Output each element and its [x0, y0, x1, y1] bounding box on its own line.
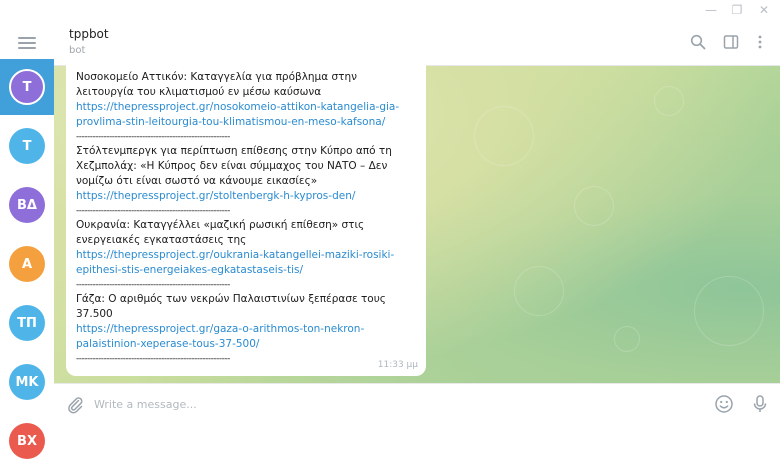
chat-list-item[interactable]	[0, 354, 54, 410]
message-text: Στόλτενμπεργκ για περίπτωση επίθεσης στην Κύπρο από τη	[76, 145, 392, 157]
chat-list-sidebar	[0, 20, 54, 449]
message-text: 37.500	[76, 308, 113, 320]
avatar: T	[9, 128, 45, 164]
close-icon[interactable]: ✕	[758, 3, 770, 17]
sidebar-toggle-icon[interactable]	[723, 34, 739, 50]
message-link[interactable]: provlima-stin-leitourgia-tou-klimatismou-en-meso-kafsona/	[76, 116, 386, 128]
message-link[interactable]: https://thepressproject.gr/oukrania-katangellei-maziki-rosiki-	[76, 249, 395, 261]
message-separator: --------------------------------------------------------	[76, 132, 230, 142]
message-link[interactable]: epithesi-stis-energeiakes-egkatastaseis-tis/	[76, 264, 304, 276]
message-input[interactable]	[94, 393, 674, 415]
chat-background	[54, 66, 780, 383]
maximize-icon[interactable]: ❐	[731, 3, 743, 17]
message-text: Γάζα: Ο αριθμός των νεκρών Παλαιστινίων ξεπέρασε τους	[76, 293, 386, 305]
chat-list-item[interactable]	[0, 295, 54, 351]
hamburger-menu-icon[interactable]	[18, 37, 36, 49]
message-bubble[interactable]	[66, 58, 426, 376]
message-text: Νοσοκομείο Αττικόν: Καταγγελία για πρόβλημα στην	[76, 71, 357, 83]
message-text: νομίζω ότι είναι σωστό να κάνουμε εικασίες»	[76, 175, 318, 187]
message-link[interactable]: https://thepressproject.gr/stoltenbergk-h-kypros-den/	[76, 190, 356, 202]
avatar: ΤΠ	[9, 305, 45, 341]
chat-list-item[interactable]	[0, 413, 54, 469]
avatar: ΒΔ	[9, 187, 45, 223]
search-icon[interactable]	[690, 34, 706, 50]
message-link[interactable]: https://thepressproject.gr/gaza-o-arithmos-ton-nekron-	[76, 323, 365, 335]
emoji-icon[interactable]	[714, 394, 734, 414]
avatar: BX	[9, 423, 45, 459]
chat-subtitle: bot	[69, 45, 86, 56]
chat-list-item[interactable]	[0, 118, 54, 174]
message-link[interactable]: https://thepressproject.gr/nosokomeio-attikon-katangelia-gia-	[76, 101, 400, 113]
window-titlebar	[0, 0, 780, 20]
chat-list-item[interactable]	[0, 236, 54, 292]
message-text: Ουκρανία: Καταγγέλλει «μαζική ρωσική επίθεση» στις	[76, 219, 365, 231]
message-time: 11:33 μμ	[377, 360, 418, 370]
chat-title[interactable]: tppbot	[69, 27, 109, 41]
message-composer	[54, 383, 780, 422]
chat-list-item[interactable]	[0, 177, 54, 233]
message-text: Χεζμπολάχ: «Η Κύπρος δεν είναι σύμμαχος του ΝΑΤΟ – Δεν	[76, 160, 388, 172]
message-text: λειτουργία του κλιματισμού εν μέσω καύσωνα	[76, 86, 322, 98]
message-link[interactable]: palaistinion-xeperase-tous-37-500/	[76, 338, 260, 350]
more-options-icon[interactable]	[752, 34, 768, 50]
avatar: T	[9, 69, 45, 105]
message-separator: --------------------------------------------------------	[76, 280, 230, 290]
message-text: ενεργειακές εγκαταστάσεις της	[76, 234, 247, 246]
microphone-icon[interactable]	[750, 394, 770, 414]
avatar: A	[9, 246, 45, 282]
message-separator: --------------------------------------------------------	[76, 206, 230, 216]
avatar: MK	[9, 364, 45, 400]
minimize-icon[interactable]: —	[705, 3, 717, 17]
message-separator: --------------------------------------------------------	[76, 354, 230, 364]
chat-list-item[interactable]	[0, 59, 54, 115]
paperclip-icon[interactable]	[66, 395, 84, 413]
